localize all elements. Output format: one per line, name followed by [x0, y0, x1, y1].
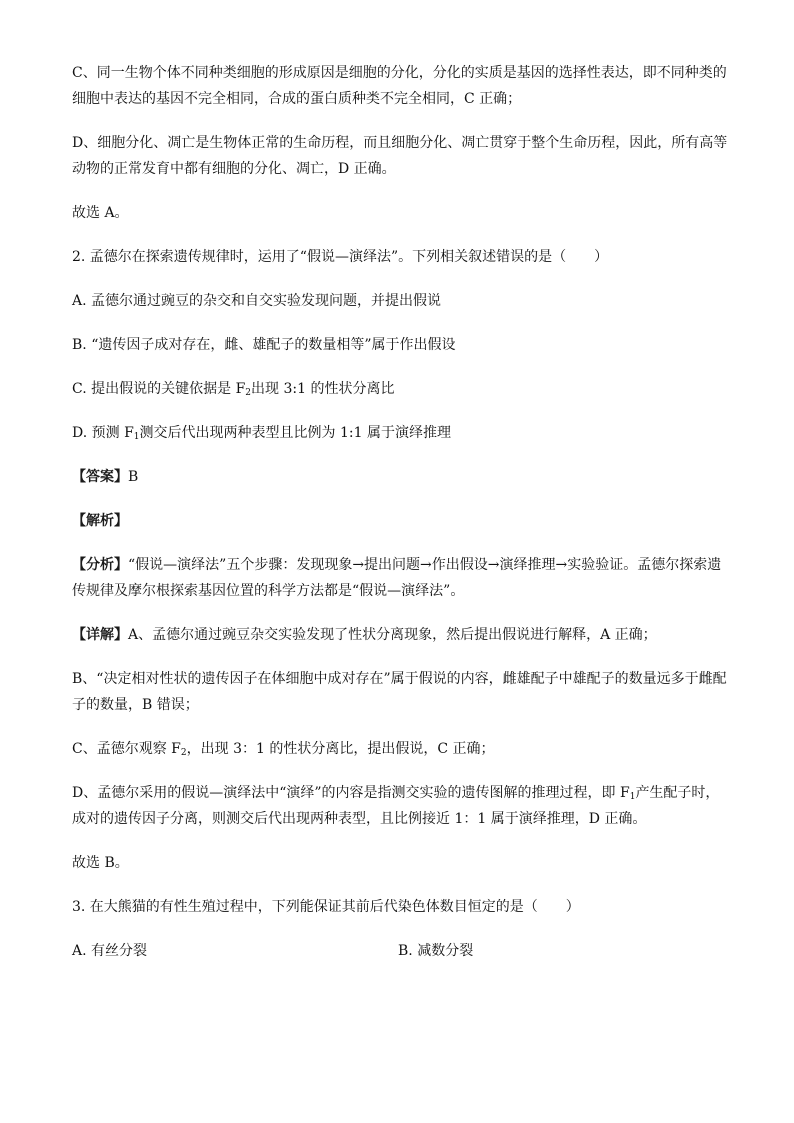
- question-3-options: [72, 938, 732, 964]
- question-2-option-d: [72, 420, 732, 446]
- option-d-text-1: D. 预测 F: [72, 425, 134, 441]
- xiangjie-b-paragraph: B、“决定相对性状的遗传因子在体细胞中成对存在”属于假说的内容，雌雄配子中雄配子的数量远多于雌配子的数量，B 错误；: [72, 671, 727, 713]
- xiangjie-d-text-2: 产生配子时，成对的遗传因子分离，则测交后代出现两种表型，且比例接近 1：1 属于演绎推理，D 正确。: [72, 785, 720, 827]
- question-2-stem: 2. 孟德尔在探索遗传规律时，运用了“假说—演绎法”。下列相关叙述错误的是（ ）: [72, 249, 609, 265]
- xiangjie-d-subscript: 1: [629, 792, 636, 802]
- xiangjie-c-paragraph: [72, 736, 732, 762]
- xiangjie-a-paragraph: [72, 622, 732, 648]
- prev-option-c-explanation: C、同一生物个体不同种类细胞的形成原因是细胞的分化，分化的实质是基因的选择性表达，即不同种类的细胞中表达的基因不完全相同，合成的蛋白质种类不完全相同，C 正确；: [72, 65, 727, 107]
- question-2-option-c: [72, 376, 732, 402]
- option-c-subscript: 2: [245, 388, 252, 398]
- xiangjie-d-paragraph: [72, 780, 732, 832]
- xiangjie-c-text-1: C、孟德尔观察 F: [72, 741, 181, 757]
- analysis-heading: [72, 508, 732, 534]
- option-c-text-1: C. 提出假说的关键依据是 F: [72, 381, 246, 397]
- answer-value: B: [128, 469, 139, 485]
- answer-label: 【答案】: [72, 469, 128, 485]
- fenxi-text: “假说—演绎法”五个步骤：发现现象→提出问题→作出假设→演绎推理→实验验证。孟德尔探索遗传规律及摩尔根探索基因位置的科学方法都是“假说—演绎法”。: [72, 557, 722, 599]
- option-c-text-2: 出现 3:1 的性状分离比: [251, 381, 395, 397]
- prev-option-d-explanation: D、细胞分化、凋亡是生物体正常的生命历程，而且细胞分化、凋亡贯穿于整个生命历程，因此，所有高等动物的正常发育中都有细胞的分化、凋亡，D 正确。: [72, 135, 728, 177]
- fenxi-label: 【分析】: [72, 557, 128, 573]
- question-3-stem: 3. 在大熊猫的有性生殖过程中，下列能保证其前后代染色体数目恒定的是（ ）: [72, 899, 580, 915]
- question-3-option-b: B. 减数分裂: [398, 943, 474, 959]
- prev-answer-choice: 故选 A。: [72, 205, 129, 221]
- option-d-text-2: 测交后代出现两种表型且比例为 1:1 属于演绎推理: [139, 425, 451, 441]
- xiangjie-c-text-2: ，出现 3：1 的性状分离比，提出假说，C 正确；: [186, 741, 495, 757]
- xiangjie-label: 【详解】: [72, 627, 128, 643]
- question-2-option-a: A. 孟德尔通过豌豆的杂交和自交实验发现问题，并提出假说: [72, 293, 442, 309]
- xiangjie-d-text-1: D、孟德尔采用的假说—演绎法中“演绎”的内容是指测交实验的遗传图解的推理过程，即 F: [72, 785, 630, 801]
- xiangjie-a-text: A、孟德尔通过豌豆杂交实验发现了性状分离现象，然后提出假说进行解释，A 正确；: [128, 627, 657, 643]
- document-page: [72, 60, 732, 982]
- question-2-option-b: B. “遗传因子成对存在，雌、雄配子的数量相等”属于作出假设: [72, 337, 456, 353]
- analysis-label: 【解析】: [72, 513, 128, 529]
- question-2-answer-choice: 故选 B。: [72, 855, 129, 871]
- fenxi-paragraph: [72, 552, 732, 604]
- question-3-option-a: A. 有丝分裂: [72, 943, 148, 959]
- answer-line: [72, 464, 732, 490]
- option-d-subscript: 1: [133, 432, 140, 442]
- xiangjie-c-subscript: 2: [180, 748, 187, 758]
